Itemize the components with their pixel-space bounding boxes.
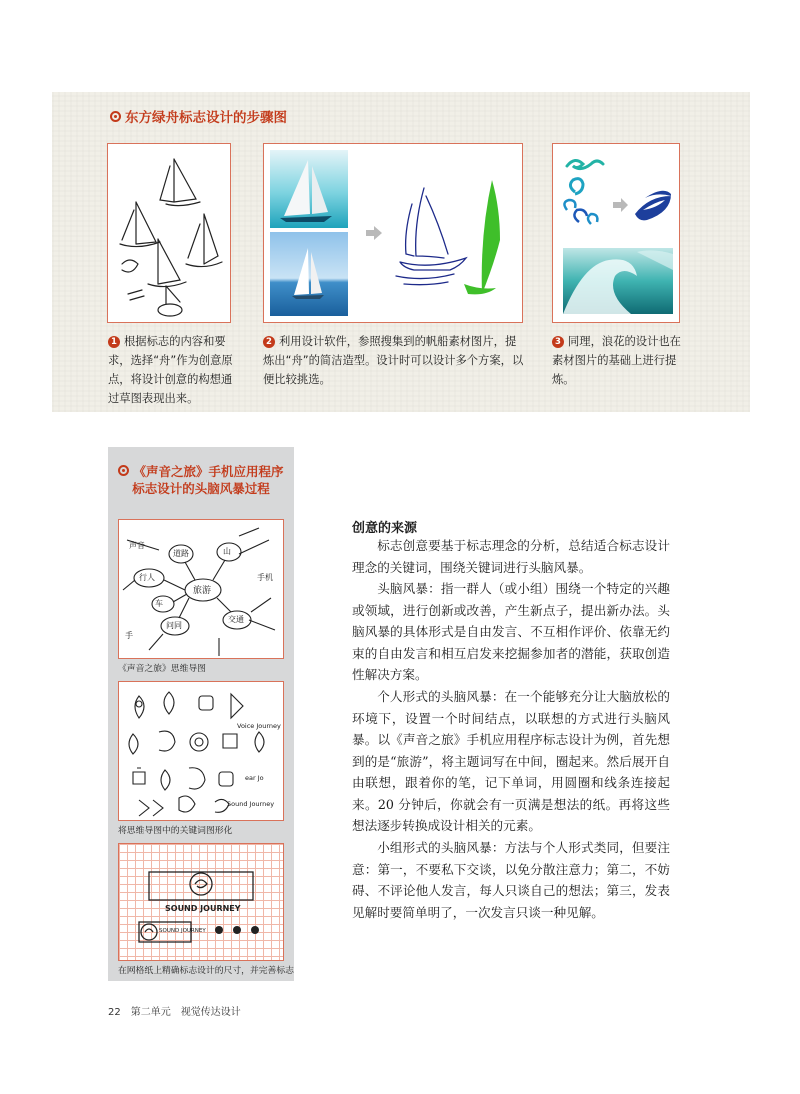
footer-unit: 第二单元 <box>130 1007 171 1018</box>
brainstorm-sidebar <box>108 447 294 981</box>
steps-panel <box>52 92 750 412</box>
steps-panel-title-text: 东方绿舟标志设计的步骤图 <box>125 110 287 126</box>
step-2-sailboat-design-image <box>263 143 523 323</box>
grid-logo-sketch <box>119 844 283 960</box>
step-1-sketch-image <box>107 143 231 323</box>
step-3-caption <box>552 332 684 389</box>
sidebar-title <box>108 463 294 497</box>
sidebar-title-line2: 标志设计的头脑风暴过程 <box>132 481 270 496</box>
step-2-number: 2 <box>263 336 275 348</box>
grid-logo-text-small: SOUND JOURNEY <box>159 928 206 934</box>
step-3-number: 3 <box>552 336 564 348</box>
step-1-number: 1 <box>108 336 120 348</box>
mindmap-word: 道路 <box>173 549 189 558</box>
arrow-right-icon-2 <box>613 198 628 212</box>
mindmap-image <box>118 519 284 659</box>
body-paragraph-2: 头脑风暴：指一群人（或小组）围绕一个特定的兴趣或领域，进行创新或改善，产生新点子，提出新办法。头脑风暴的具体形式是自由发言、不互相作评价、依靠无约束的自由发言和相互启发来挖掘参加者的潜能，获取创造性解决方案。 <box>352 581 670 682</box>
mindmap-word: 行人 <box>139 573 155 582</box>
body-paragraph-4: 小组形式的头脑风暴：方法与个人形式类同，但要注意：第一，不要私下交谈，以免分散注意力；第二，不妨碍、不评论他人发言，每人只谈自己的想法；第三，发表见解时要简单明了，一次发言只谈一种见解。 <box>352 840 670 920</box>
icons-caption: 将思维导图中的关键词图形化 <box>118 826 233 836</box>
sailboat-design-graphic <box>264 144 522 322</box>
step-2-caption-text: 利用设计软件，参照搜集到的帆船素材图片，提炼出“舟”的简洁造型。设计时可以设计多个方案，以便比较挑选。 <box>263 335 524 386</box>
footer-section: 视觉传达设计 <box>180 1007 241 1018</box>
sketch-word: Sound Journey <box>227 800 275 808</box>
mindmap-word: 声音 <box>129 541 145 550</box>
step-3-caption-text: 同理，浪花的设计也在素材图片的基础上进行提炼。 <box>552 335 681 386</box>
step-2-caption <box>263 332 525 389</box>
sidebar-title-line1: 《声音之旅》手机应用程序 <box>133 464 284 479</box>
target-icon <box>110 111 121 122</box>
mindmap-word: 交通 <box>228 615 244 624</box>
icon-sketch-image <box>118 681 284 821</box>
page-footer <box>108 1003 251 1018</box>
target-icon-sidebar <box>118 465 129 476</box>
mindmap-word: 山 <box>223 547 231 556</box>
grid-paper-image <box>118 843 284 961</box>
step-3-wave-design-image <box>552 143 680 323</box>
mindmap-word-center: 旅游 <box>193 586 212 596</box>
page-number: 22 <box>108 1007 121 1018</box>
mindmap-word: 问同 <box>166 621 182 630</box>
body-paragraph-1: 标志创意要基于标志理念的分析，总结适合标志设计理念的关键词，围绕关键词进行头脑风暴。 <box>352 538 670 575</box>
wave-design-graphic <box>553 144 679 322</box>
sketch-word: Voice Journey <box>237 722 281 730</box>
body-paragraph-3: 个人形式的头脑风暴：在一个能够充分让大脑放松的环境下，设置一个时间结点，以联想的方式进行头脑风暴。以《声音之旅》手机应用程序标志设计为例，首先想到的是“旅游”，将主题词写在中间，圈起来。然后展开自由联想，跟着你的笔，记下单词，用圆圈和线条连接起来。20 分钟后，你就会有一页满是想法的纸。再将这些想法逐步转换成设计相关的元素。 <box>352 689 670 833</box>
grid-caption: 在网格纸上精确标志设计的尺寸，并完善标志 <box>118 966 294 976</box>
mindmap-word: 车 <box>155 599 163 608</box>
arrow-right-icon <box>366 226 382 240</box>
mindmap-word: 手 <box>125 631 133 640</box>
body-heading: 创意的来源 <box>352 521 418 536</box>
mindmap-word: 手机 <box>257 573 273 582</box>
step-1-caption <box>108 332 236 408</box>
sketch-word: ear Jo <box>245 774 264 782</box>
grid-logo-text: SOUND JOURNEY <box>165 904 241 913</box>
mindmap-caption: 《声音之旅》思维导图 <box>118 664 206 674</box>
sailboat-sketch-icon <box>108 144 230 322</box>
step-1-caption-text: 根据标志的内容和要求，选择“舟”作为创意原点，将设计创意的构想通过草图表现出来。 <box>108 335 233 405</box>
steps-panel-title <box>110 106 287 126</box>
